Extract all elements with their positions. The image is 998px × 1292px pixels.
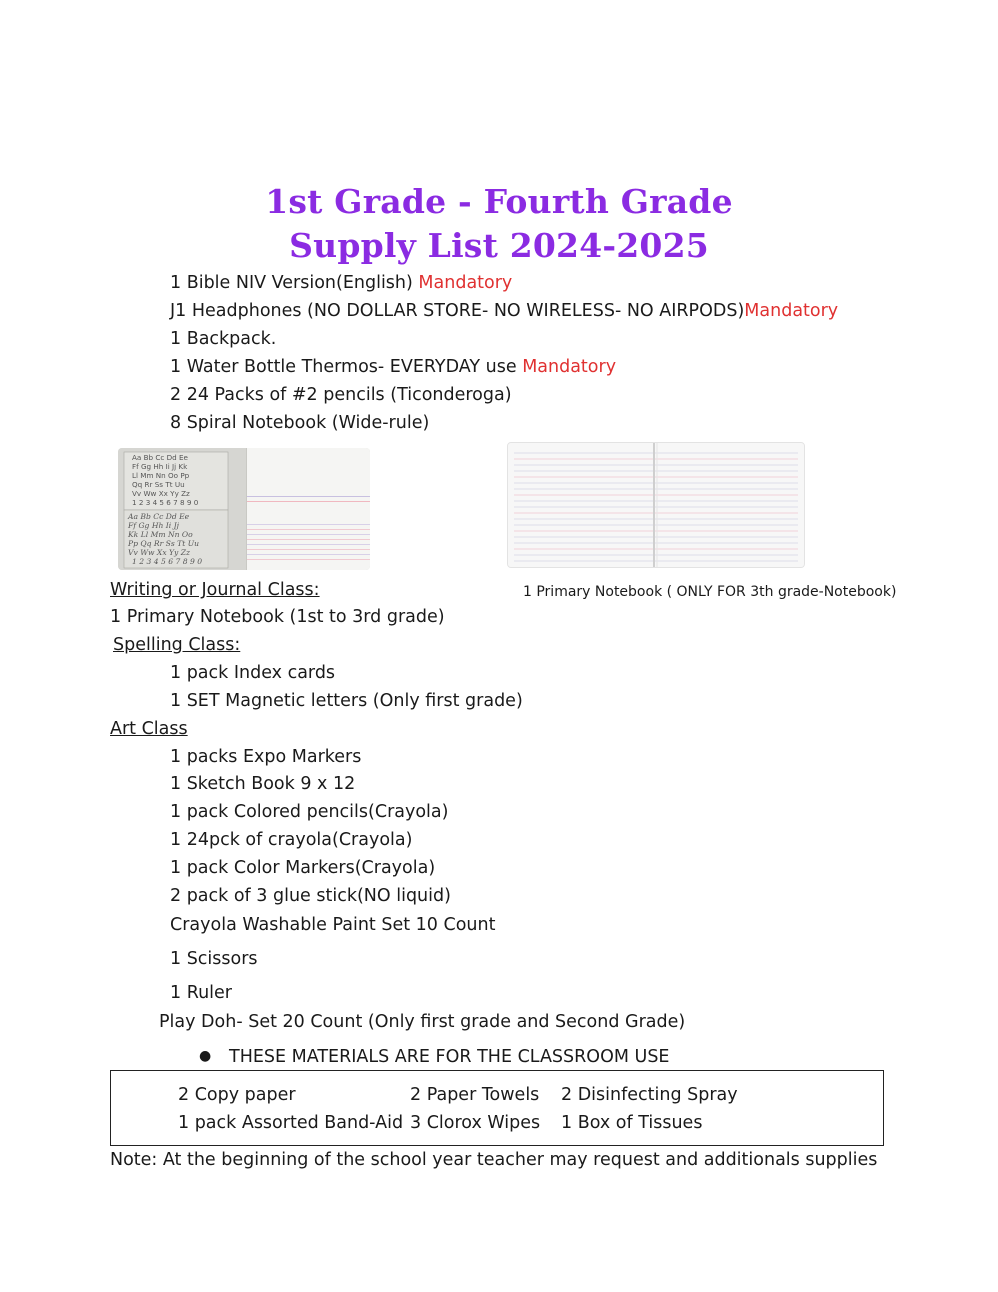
chart-row: 1 2 3 4 5 6 7 8 9 0 [132,498,199,507]
spelling-heading: Spelling Class: [113,635,241,655]
supply-item: 1 Box of Tissues [561,1113,703,1133]
chart-cursive-row: 1 2 3 4 5 6 7 8 9 0 [132,557,203,566]
classroom-supplies-box [110,1070,884,1146]
chart-row: Ff Gg Hh Ii Jj Kk [132,462,188,471]
item-pencils [170,384,512,406]
mandatory-label: Mandatory [522,357,617,377]
chart-cursive-row: Kk Ll Mm Nn Oo [128,530,193,539]
chart-cursive-row: Vv Ww Xx Yy Zz [128,548,191,557]
playdoh-item: Play Doh- Set 20 Count (Only first grade and Second Grade) [159,1012,686,1032]
alphabet-chart [118,448,246,570]
writing-heading: Writing or Journal Class: [110,580,320,600]
alphabet-chart-svg [118,448,246,570]
art-item: 1 Scissors [170,949,258,969]
item-text: 2 24 Packs of #2 pencils (Ticonderoga) [170,385,512,405]
chart-cursive-row: Aa Bb Cc Dd Ee [128,512,190,521]
art-item: 1 pack Color Markers(Crayola) [170,858,436,878]
footer-note: Note: At the beginning of the school year teacher may request and additionals supplies [110,1150,878,1170]
chart-row: Qq Rr Ss Tt Uu [132,480,185,489]
bullet-icon: ● [199,1048,212,1064]
ruled-page [246,448,370,570]
supply-item: 2 Copy paper [178,1085,296,1105]
item-backpack [170,328,276,350]
spelling-item: 1 pack Index cards [170,663,336,683]
item-text: 1 Water Bottle Thermos- EVERYDAY use [170,357,523,377]
mandatory-label: Mandatory [418,273,513,293]
chart-cursive-row: Ff Gg Hh Ii Jj [128,521,180,530]
chart-row: Aa Bb Cc Dd Ee [132,453,188,462]
art-item: 1 24pck of crayola(Crayola) [170,830,413,850]
chart-row: Ll Mm Nn Oo Pp [132,471,190,480]
page-title-line1: 1st Grade - Fourth Grade [265,182,733,221]
spelling-item: 1 SET Magnetic letters (Only first grade) [170,691,523,711]
notebook-lines-svg [508,443,804,567]
art-heading: Art Class [110,719,188,739]
art-item: 1 Sketch Book 9 x 12 [170,774,356,794]
chart-cursive-row: Pp Qq Rr Ss Tt Uu [128,539,199,548]
supply-item: 2 Disinfecting Spray [561,1085,738,1105]
art-item: 1 pack Colored pencils(Crayola) [170,802,449,822]
art-item: 1 packs Expo Markers [170,747,362,767]
item-text: J1 Headphones (NO DOLLAR STORE- NO WIRELESS- NO AIRPODS) [170,301,745,321]
supply-item: 3 Clorox Wipes [410,1113,541,1133]
art-item: Crayola Washable Paint Set 10 Count [170,915,496,935]
classroom-heading: THESE MATERIALS ARE FOR THE CLASSROOM USE [229,1047,670,1067]
primary-notebook-image [507,442,805,568]
item-spiral-notebook [170,412,429,434]
item-text: 1 Bible NIV Version(English) [170,273,419,293]
supply-item: 2 Paper Towels [410,1085,540,1105]
item-water-bottle [170,356,616,378]
page-title-line2: Supply List 2024-2025 [289,226,709,265]
writing-item: 1 Primary Notebook (1st to 3rd grade) [110,607,445,627]
mandatory-label: Mandatory [744,301,839,321]
item-text: 1 Backpack. [170,329,277,349]
item-headphones [170,300,838,322]
item-bible [170,272,512,294]
chart-row: Vv Ww Xx Yy Zz [132,489,190,498]
art-item: 1 Ruler [170,983,232,1003]
cursive-notebook-image [118,448,370,570]
supply-item: 1 pack Assorted Band-Aid [178,1113,404,1133]
primary-notebook-caption: 1 Primary Notebook ( ONLY FOR 3th grade-Notebook) [523,584,897,600]
art-item: 2 pack of 3 glue stick(NO liquid) [170,886,451,906]
item-text: 8 Spiral Notebook (Wide-rule) [170,413,430,433]
